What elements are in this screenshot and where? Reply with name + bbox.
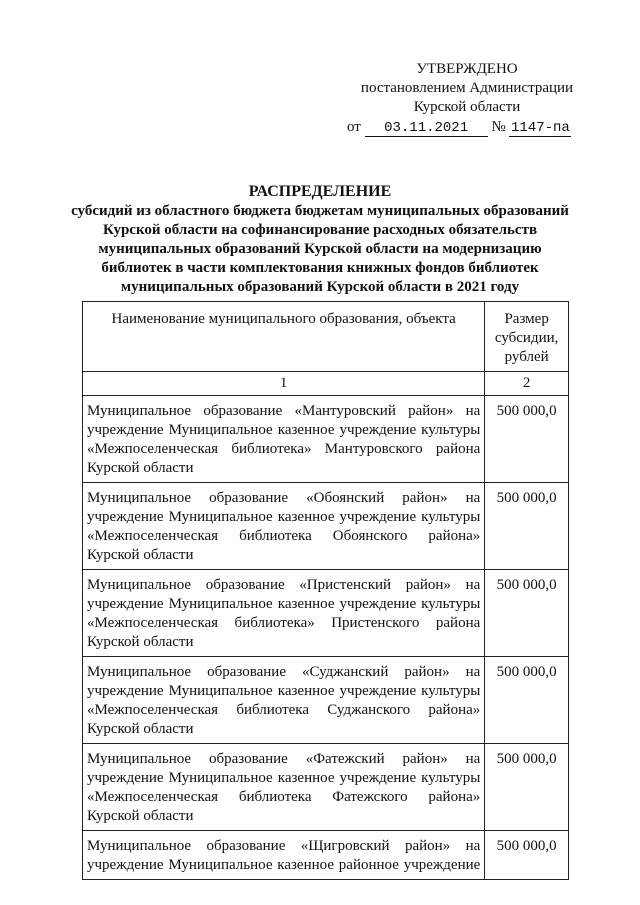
column-number-row [83, 372, 569, 396]
row-name-main: Муниципальное образование «Фатежский район» на учреждение Муниципальное казенное учреждение культуры «Межпоселенческая библиотека Фатежского района» [87, 751, 481, 805]
column-number-1: 1 [83, 372, 485, 396]
row-name [83, 483, 485, 570]
document-subtitle-line-2: Курской области на софинансирование расходных обязательств [102, 222, 538, 238]
row-name [83, 570, 485, 657]
row-name-main: Муниципальное образование «Щигровский район» на учреждение Муниципальное казенное районное учреждение [87, 838, 481, 873]
document-subtitle-line-3: муниципальных образований Курской области на модернизацию [98, 241, 542, 257]
approval-number-label: № [491, 119, 506, 135]
document-subtitle-line-5: муниципальных образований Курской области в 2021 году [120, 279, 520, 295]
approval-block [347, 60, 587, 137]
distribution-table [82, 301, 569, 880]
row-name-main: Муниципальное образование «Обоянский район» на учреждение Муниципальное казенное учреждение культуры «Межпоселенческая библиотека Обоянского района» [87, 490, 481, 544]
row-amount: 500 000,0 [485, 744, 569, 831]
approval-date-line [347, 118, 587, 137]
row-name-tail: Курской области [87, 721, 194, 737]
approval-number: 1147-па [511, 120, 570, 136]
row-name-main: Муниципальное образование «Мантуровский район» на учреждение Муниципальное казенное учреждение культуры «Межпоселенческая библиотека» Мантуровского района [87, 403, 481, 457]
row-name-tail: Курской области [87, 634, 194, 650]
row-amount: 500 000,0 [485, 396, 569, 483]
header-amount: Размер субсидии, рублей [485, 302, 569, 372]
header-name: Наименование муниципального образования, объекта [83, 302, 485, 372]
document-heading: РАСПРЕДЕЛЕНИЕ [248, 183, 392, 200]
row-name [83, 831, 485, 880]
row-amount: 500 000,0 [485, 657, 569, 744]
approval-from-label: от [347, 119, 361, 135]
table-row [83, 657, 569, 744]
row-name-main: Муниципальное образование «Суджанский район» на учреждение Муниципальное казенное учреждение культуры «Межпоселенческая библиотека Суджанского района» [87, 664, 481, 718]
approval-line-2: Курской области [413, 99, 521, 115]
table-row [83, 570, 569, 657]
approval-line-1: постановлением Администрации [360, 80, 574, 96]
row-name-tail: Курской области [87, 460, 194, 476]
row-amount: 500 000,0 [485, 570, 569, 657]
row-amount: 500 000,0 [485, 831, 569, 880]
table-row [83, 396, 569, 483]
approval-date: 03.11.2021 [365, 120, 488, 137]
row-name [83, 744, 485, 831]
row-name [83, 657, 485, 744]
row-name-tail: Курской области [87, 808, 194, 824]
row-name-tail: Курской области [87, 547, 194, 563]
column-number-2: 2 [485, 372, 569, 396]
document-title [40, 182, 600, 297]
table-row [83, 831, 569, 880]
row-name [83, 396, 485, 483]
row-amount: 500 000,0 [485, 483, 569, 570]
table-row [83, 744, 569, 831]
document-subtitle-line-1: субсидий из областного бюджета бюджетам муниципальных образований [71, 203, 569, 219]
table-header-row [83, 302, 569, 372]
document-subtitle-line-4: библиотек в части комплектования книжных фондов библиотек [101, 260, 539, 276]
approval-status: УТВЕРЖДЕНО [416, 61, 518, 77]
row-name-main: Муниципальное образование «Пристенский район» на учреждение Муниципальное казенное учреждение культуры «Межпоселенческая библиотека» Пристенского района [87, 577, 481, 631]
table-row [83, 483, 569, 570]
